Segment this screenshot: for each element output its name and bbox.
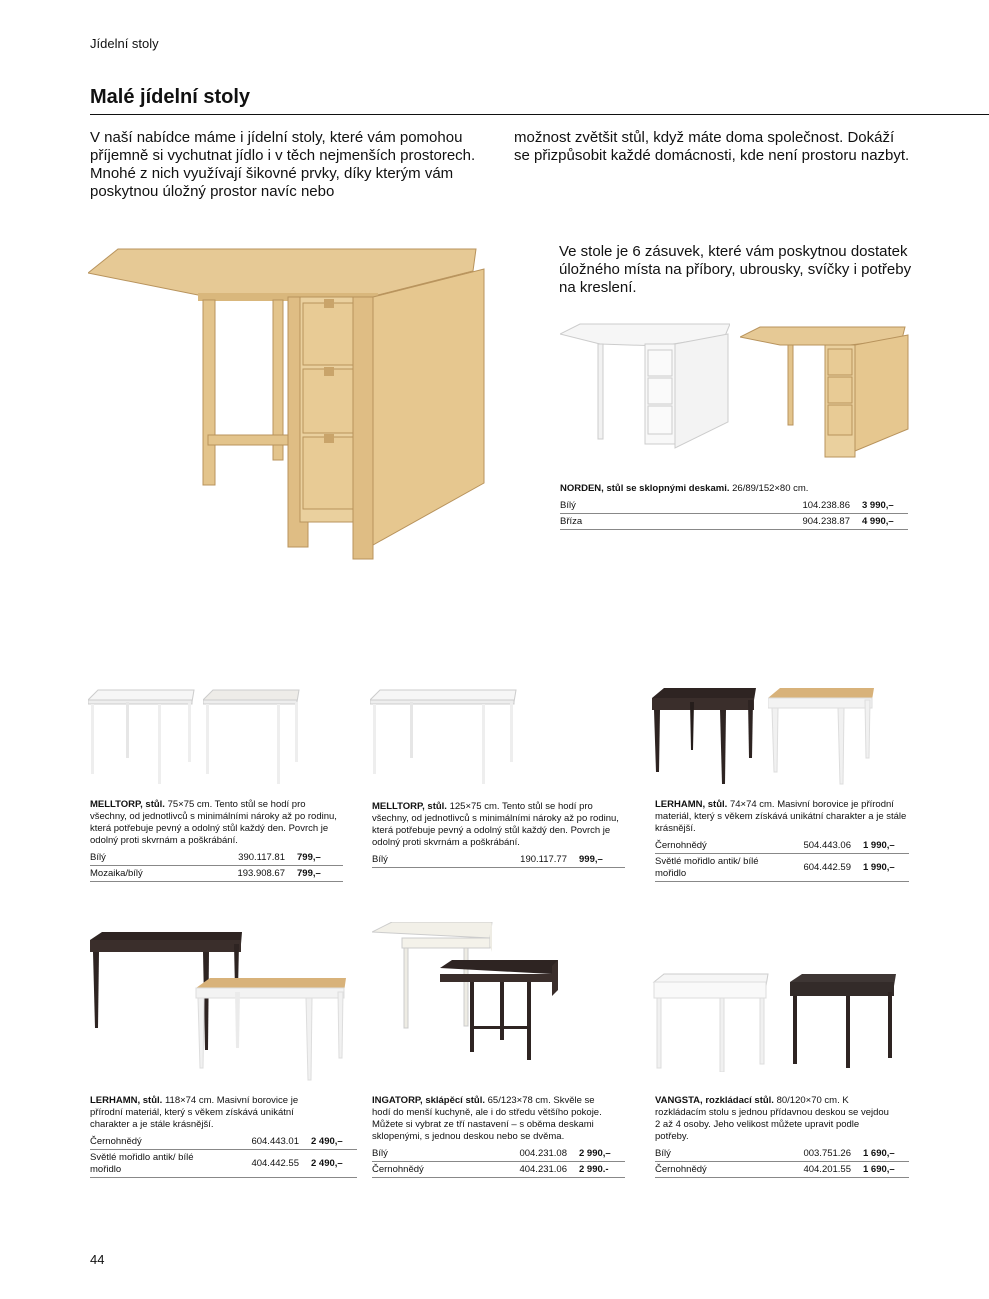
norden-drawers-callout: Ve stole je 6 zásuvek, které vám poskytnou dostatek úložného místa na příbory, ubrousky, svíčky i potřeby na kreslení. xyxy=(559,243,912,296)
melltorp-125-info xyxy=(372,801,625,868)
variant-color: Bílý xyxy=(655,1148,671,1159)
price-row xyxy=(90,850,343,866)
price: 1 690,– xyxy=(863,1148,895,1159)
variant-color: Mozaika/bílý xyxy=(90,868,143,879)
price-row xyxy=(372,1146,625,1162)
product-name: INGATORP, sklápěcí stůl. xyxy=(372,1095,485,1106)
product-name: NORDEN, stůl se sklopnými deskami. xyxy=(560,483,730,494)
product-name: MELLTORP, stůl. xyxy=(90,799,165,810)
price-row xyxy=(560,514,908,530)
article-number: 104.238.86 xyxy=(802,500,850,511)
variant-color: Světlé mořidlo antik/ bílé mořidlo xyxy=(655,856,759,879)
vangsta-white-image xyxy=(652,972,772,1072)
article-number: 504.443.06 xyxy=(803,840,851,851)
product-desc: 65/123×78 cm. Skvěle se hodí do menší kuchyně, ale i do středu většího pokoje. Můžete si vybrat ze tří nastavení – s oběma deskami sklopenými, s jednou deskou nebo se dvěma. xyxy=(372,1095,602,1142)
price-row xyxy=(90,866,343,882)
variant-color: Bílý xyxy=(90,852,106,863)
variant-color: Bílý xyxy=(372,1148,388,1159)
article-number: 404.231.06 xyxy=(519,1164,567,1175)
melltorp-75-white-image xyxy=(88,688,198,788)
price: 2 490,– xyxy=(311,1158,343,1169)
lerhamn-74-info xyxy=(655,799,909,882)
melltorp-75-info xyxy=(90,799,343,882)
product-name: LERHAMN, stůl. xyxy=(90,1095,163,1106)
ingatorp-image xyxy=(372,922,562,1062)
price-row xyxy=(655,1162,909,1178)
price-row xyxy=(655,1146,909,1162)
product-desc: 74×74 cm. Masivní borovice je přírodní materiál, který s věkem získává unikátní charakter a je stále krásnější. xyxy=(655,799,907,834)
page-number: 44 xyxy=(90,1252,105,1267)
lerhamn-118-info xyxy=(90,1095,357,1178)
norden-white-image xyxy=(560,322,730,452)
norden-birch-image xyxy=(740,325,910,460)
variant-color: Černohnědý xyxy=(372,1164,424,1175)
article-number: 003.751.26 xyxy=(803,1148,851,1159)
norden-birch-large-image xyxy=(88,245,488,565)
article-number: 604.442.59 xyxy=(803,862,851,873)
product-desc: 118×74 cm. Masivní borovice je přírodní materiál, který s věkem získává unikátní charakter a je stále krásnější. xyxy=(90,1095,299,1130)
variant-color: Černohnědý xyxy=(655,1164,707,1175)
article-number: 193.908.67 xyxy=(237,868,285,879)
lerhamn-74-black-brown-image xyxy=(652,688,762,788)
product-desc: 80/120×70 cm. K rozkládacím stolu s jednou přídavnou deskou se vejdou 2 až 4 osoby. Jeho velikost můžete upravit podle potřeby. xyxy=(655,1095,889,1142)
product-desc: 26/89/152×80 cm. xyxy=(729,483,809,494)
price-row xyxy=(90,1150,357,1178)
article-number: 904.238.87 xyxy=(802,516,850,527)
article-number: 004.231.08 xyxy=(519,1148,567,1159)
article-number: 404.442.55 xyxy=(251,1158,299,1169)
price: 799,– xyxy=(297,868,321,879)
price-row xyxy=(655,838,909,854)
melltorp-75-mosaic-image xyxy=(203,688,303,788)
price: 2 990,– xyxy=(579,1148,611,1159)
norden-info xyxy=(560,483,908,530)
variant-color: Černohnědý xyxy=(90,1136,142,1147)
title-divider xyxy=(90,114,989,115)
vangsta-info xyxy=(655,1095,909,1178)
lerhamn-118-black-brown-image xyxy=(88,930,348,1085)
intro-text-col2: možnost zvětšit stůl, když máte doma společnost. Dokáží se přizpůsobit každé domácnosti, kde není prostoru nazbyt. xyxy=(514,129,910,164)
price-row xyxy=(372,1162,625,1178)
page-title: Malé jídelní stoly xyxy=(90,86,251,108)
article-number: 404.201.55 xyxy=(803,1164,851,1175)
price-row xyxy=(560,498,908,514)
ingatorp-info xyxy=(372,1095,625,1178)
lerhamn-74-light-antique-image xyxy=(768,688,878,788)
variant-color: Bříza xyxy=(560,516,583,527)
price: 4 990,– xyxy=(862,516,894,527)
product-name: VANGSTA, rozkládací stůl. xyxy=(655,1095,774,1106)
price: 2 990.- xyxy=(579,1164,609,1175)
price-row xyxy=(372,852,625,868)
price-row xyxy=(90,1134,357,1150)
article-number: 604.443.01 xyxy=(251,1136,299,1147)
product-desc: 75×75 cm. Tento stůl se hodí pro všechny, od jednotlivců s minimálními nároky až po rodinu, která potřebuje pevný a odolný stůl každý den. Povrch je odolný proti skvrnám a poškrábání. xyxy=(90,799,337,846)
variant-color: Černohnědý xyxy=(655,840,707,851)
price: 2 490,– xyxy=(311,1136,343,1147)
melltorp-125-white-image xyxy=(370,688,520,788)
product-name: LERHAMN, stůl. xyxy=(655,799,728,810)
product-desc: 125×75 cm. Tento stůl se hodí pro všechny, od jednotlivců s minimálními nároky až po rodinu, která potřebuje pevný a odolný stůl každý den. Povrch je odolný proti skvrnám a poškrábání. xyxy=(372,801,619,848)
article-number: 190.117.77 xyxy=(520,854,567,865)
variant-color: Světlé mořidlo antik/ bílé mořidlo xyxy=(90,1152,194,1175)
price: 999,– xyxy=(579,854,603,865)
price: 1 690,– xyxy=(863,1164,895,1175)
product-name: MELLTORP, stůl. xyxy=(372,801,447,812)
intro-text-col1: V naší nabídce máme i jídelní stoly, které vám pomohou příjemně si vychutnat jídlo i v těch nejmenších prostorech. Mnohé z nich využívají šikovné prvky, díky kterým vám poskytnou úložný prostor navíc nebo xyxy=(90,129,476,200)
price: 1 990,– xyxy=(863,840,895,851)
price: 799,– xyxy=(297,852,321,863)
variant-color: Bílý xyxy=(372,854,388,865)
article-number: 390.117.81 xyxy=(238,852,285,863)
vangsta-black-brown-image xyxy=(788,972,898,1072)
breadcrumb: Jídelní stoly xyxy=(90,36,159,51)
price: 1 990,– xyxy=(863,862,895,873)
price: 3 990,– xyxy=(862,500,894,511)
variant-color: Bílý xyxy=(560,500,576,511)
price-row xyxy=(655,854,909,882)
